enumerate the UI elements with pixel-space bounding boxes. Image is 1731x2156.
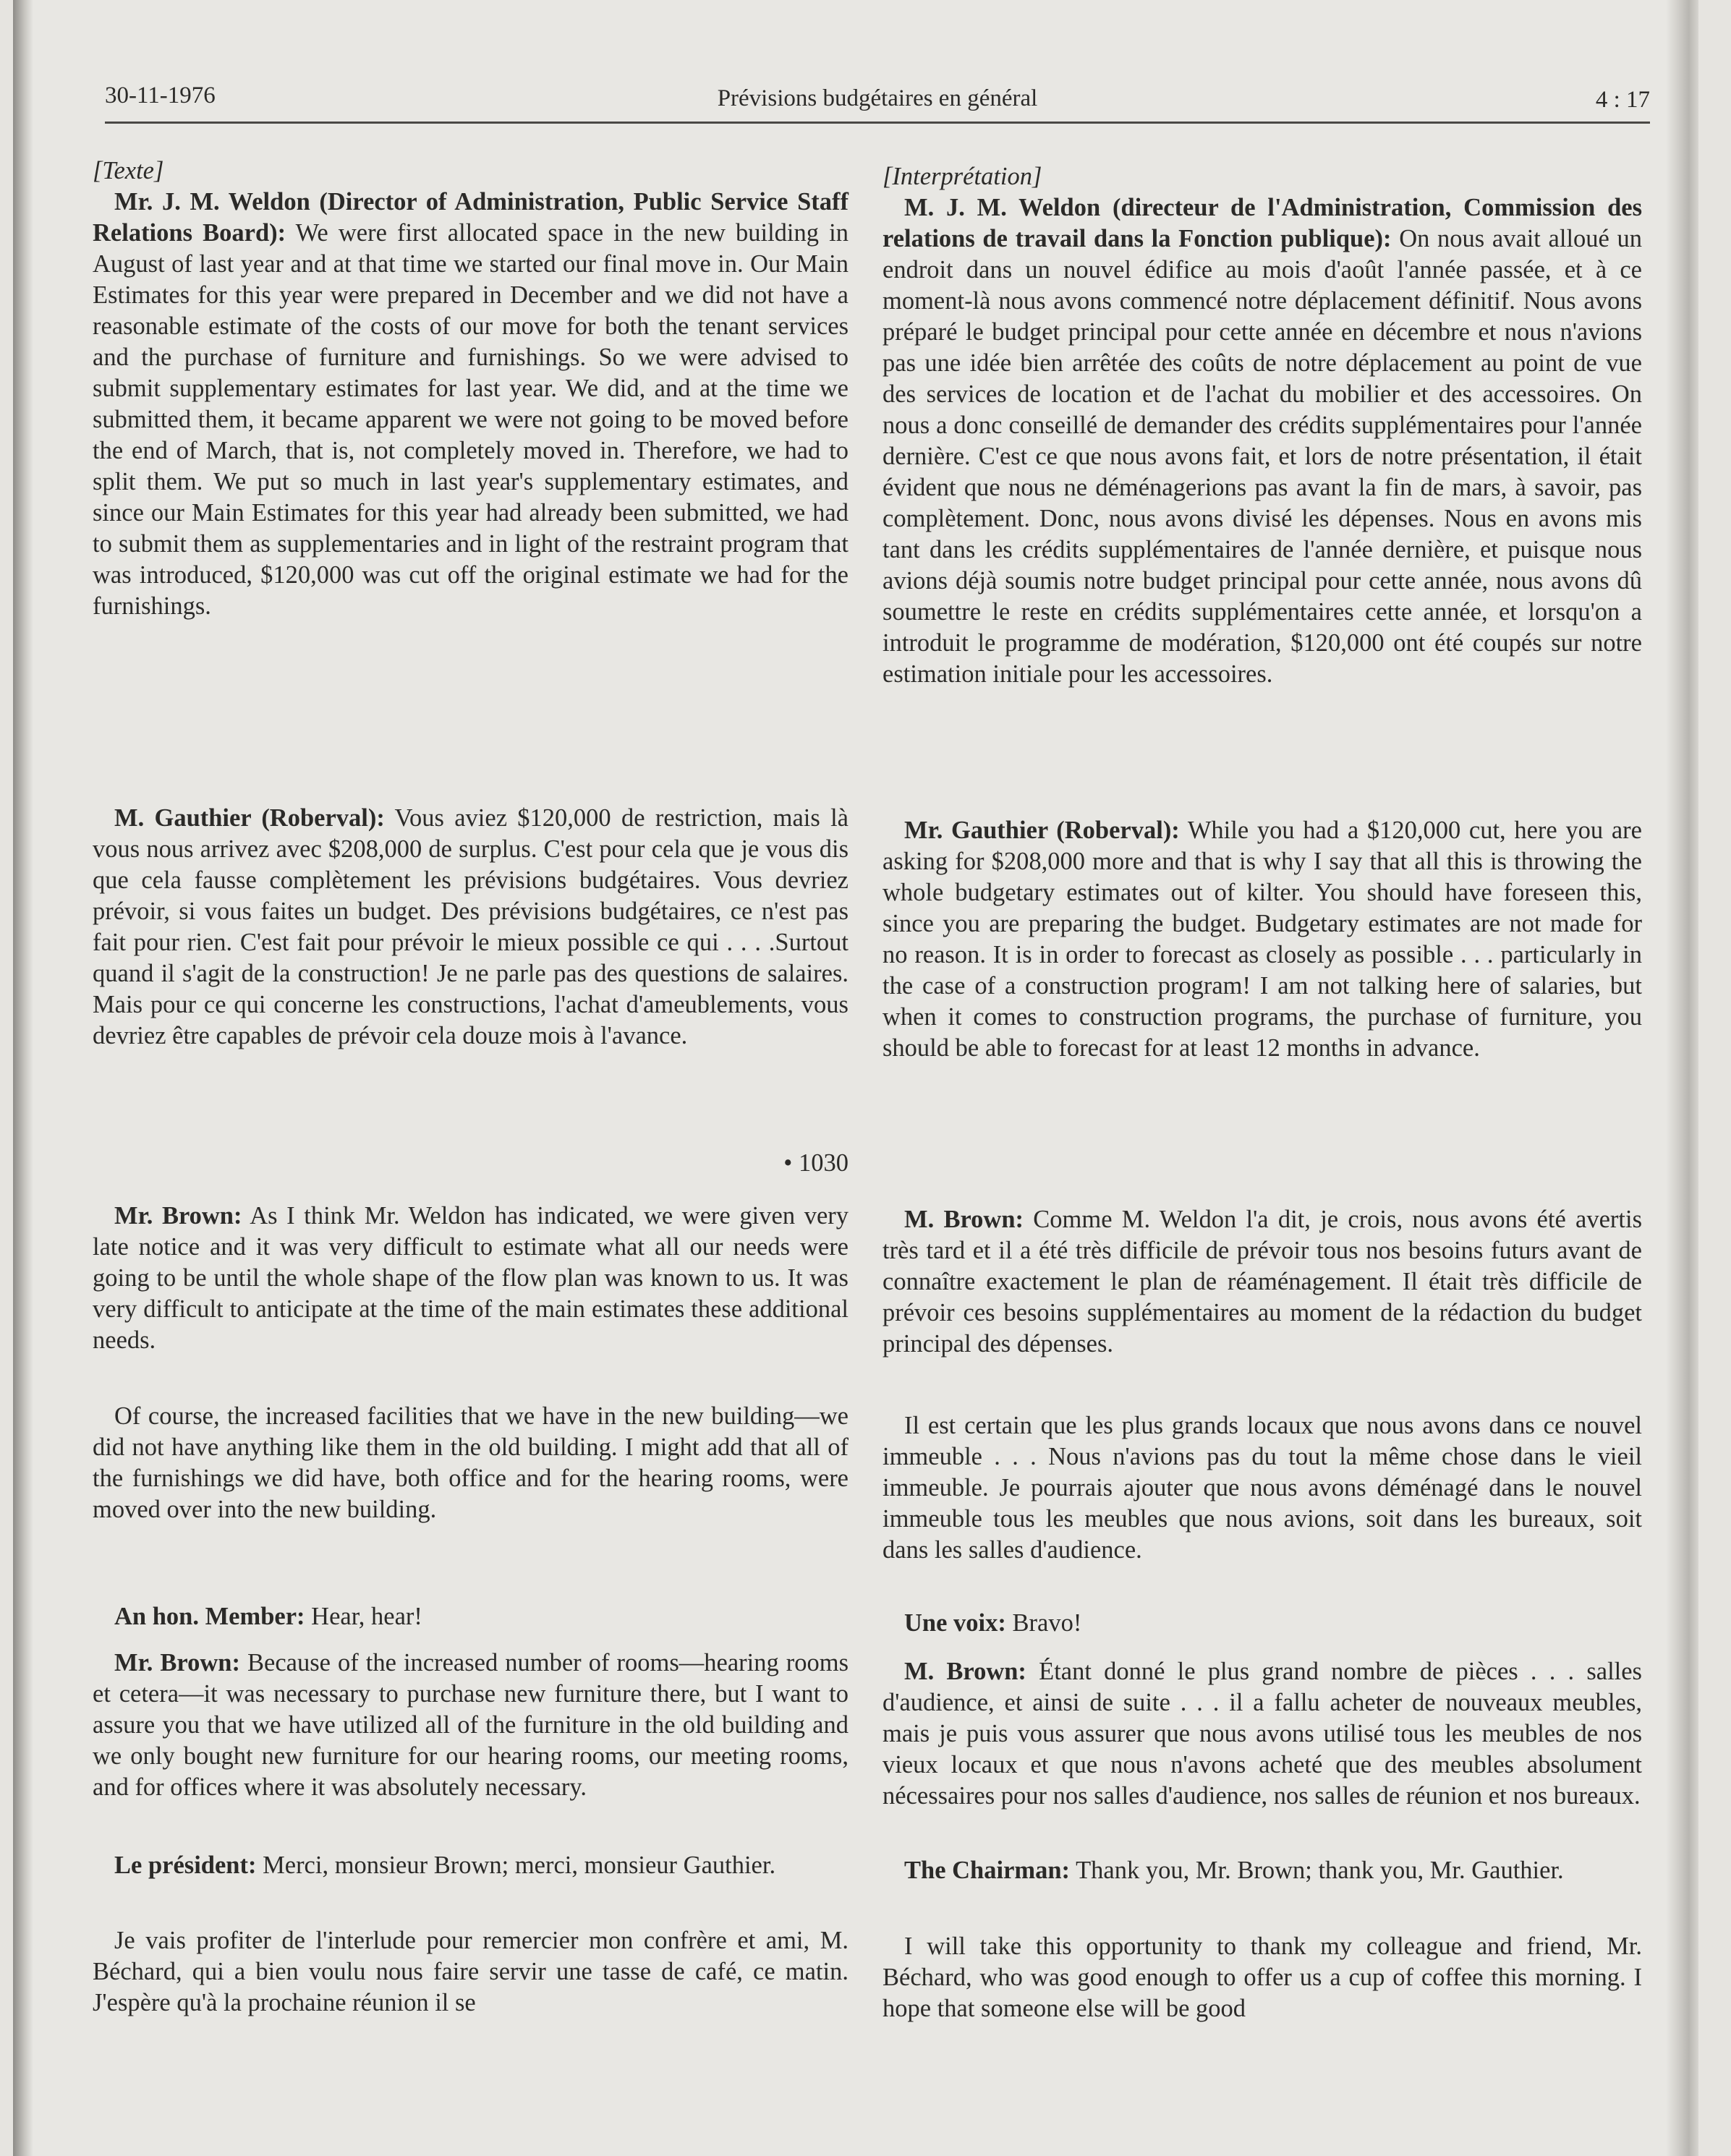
page-edge: [1666, 0, 1698, 2156]
time-marker: [93, 1148, 849, 1179]
speech-text: We were first allocated space in the new building in August of last year and at that time we started our final move in. Our Main Estimates for this year were prepared in December and we did not have a reasonable estimate of the costs of our move for both the tenant services and the purchase of furniture and furnishings. So we were advised to submit supplementary estimates for last year. We did, and at the time we submitted them, it became apparent we were not going to be moved before the end of March, that is, not completely moved in. Therefore, we had to split them. We put so much in last year's supplementary estimates, and since our Main Estimates for this year had already been submitted, we had to submit them as supplementaries and in light of the restraint program that was introduced, $120,000 was cut off the original estimate we had for the furnishings.: [93, 219, 849, 620]
page-number: 4 : 17: [1595, 87, 1650, 113]
speech-text: Vous aviez $120,000 de restriction, mais là vous nous arrivez avec $208,000 de surplus. C'est pour cela que je vous dis que cela fausse complètement les prévisions budgétaires. Vous devriez prévoir, si vous faites un budget. Des prévisions budgétaires, ce n'est pas fait pour rien. C'est fait pour prévoir le mieux possible ce qui . . . .Surtout quand il s'agit de la construction! Je ne parle pas des questions de salaires. Mais pour ce qui concerne les constructions, l'achat d'ameublements, vous devriez être capables de prévoir cela douze mois à l'avance.: [93, 804, 849, 1049]
speech-text: Comme M. Weldon l'a dit, je crois, nous avons été avertis très tard et il a été très difficile de prévoir tous nos besoins futurs avant de connaître exactement le plan de réaménagement. Il était très difficile de prévoir ces besoins supplémentaires au moment de la rédaction du budget principal des dépenses.: [882, 1206, 1643, 1358]
speaker-label: M. J. M. Weldon (directeur de l'Administration, Commission des relations de travail dans la Fonction publique):: [882, 194, 1642, 252]
speaker-label: Mr. Gauthier (Roberval):: [904, 817, 1180, 844]
speech-text: Of course, the increased facilities that we have in the new building—we did not have anything like them in the old building. I might add that all of the furnishings we did have, both office and for the hearing rooms, were moved over into the new building.: [93, 1402, 849, 1523]
time-marker-text: • 1030: [783, 1149, 849, 1177]
brown-statement-2: [93, 1648, 849, 1803]
section-tag: [Texte]: [93, 157, 164, 184]
binding-shadow: [13, 0, 33, 2156]
chairman-statement: [882, 1855, 1642, 1886]
brown-statement-1: [93, 1201, 849, 1356]
brown-statement-1-continued: [93, 1401, 849, 1525]
speaker-label: Le président:: [114, 1852, 257, 1879]
section-tag: [Interprétation]: [882, 163, 1042, 190]
weldon-statement: [93, 155, 849, 622]
speech-text: Il est certain que les plus grands locaux que nous avons dans ce nouvel immeuble . . . Nous n'avions pas du tout la même chose dans le vieil immeuble. Je pourrais ajouter que nous avons déménagé dans le nouvel immeuble tous les meubles que nous avions, soit dans les bureaux, soit dans les salles d'audience.: [882, 1412, 1642, 1564]
speech-text: Bravo!: [1005, 1609, 1082, 1637]
running-header: [105, 78, 1650, 124]
page: [13, 0, 1698, 2156]
speaker-label: Mr. Brown:: [114, 1649, 240, 1676]
speech-text: Because of the increased number of rooms—hearing rooms et cetera—it was necessary to purchase new furniture there, but I want to assure you that we have utilized all of the furniture in the old building and we only bought new furniture for our hearing rooms, our meeting rooms, and for offices where it was absolutely necessary.: [93, 1649, 849, 1801]
speech-text: I will take this opportunity to thank my colleague and friend, Mr. Béchard, who was good enough to offer us a cup of coffee this morning. I hope that someone else will be good: [882, 1933, 1642, 2022]
speaker-label: M. Brown:: [904, 1658, 1026, 1685]
speaker-label: Mr. J. M. Weldon (Director of Administration, Public Service Staff Relations Board):: [93, 188, 849, 247]
speaker-label: Une voix:: [904, 1609, 1006, 1637]
weldon-statement: [882, 161, 1642, 690]
speech-text: Merci, monsieur Brown; merci, monsieur Gauthier.: [256, 1852, 776, 1879]
speech-text: While you had a $120,000 cut, here you are asking for $208,000 more and that is why I say that all this is throwing the whole budgetary estimates out of kilter. You should have foreseen this, since you are preparing the budget. Budgetary estimates are not made for no reason. It is in order to forecast as closely as possible . . . particularly in the case of a construction program! I am not talking here of salaries, but when it comes to construction programs, the purchase of furniture, you should be able to forecast for at least 12 months in advance.: [882, 817, 1642, 1062]
brown-statement-1-continued: [882, 1410, 1642, 1566]
brown-statement-2: [882, 1656, 1642, 1812]
speech-text: Étant donné le plus grand nombre de pièces . . . salles d'audience, et ainsi de suite . . . il a fallu acheter de nouveaux meubles, mais je puis vous assurer que nous avons utilisé tous les meubles de nos vieux locaux et que nous n'avons acheté que des meubles absolument nécessaires pour nos salles d'audience, nos salles de réunion et nos bureaux.: [882, 1658, 1642, 1810]
president-statement: [93, 1850, 849, 1881]
member-interjection: [93, 1601, 849, 1632]
speaker-label: An hon. Member:: [114, 1603, 305, 1630]
brown-statement-1: [882, 1204, 1642, 1360]
speech-text: On nous avait alloué un endroit dans un nouvel édifice au mois d'août l'année passée, et à ce moment-là nous avons commencé notre déplacement définitif. Nous avons préparé le budget principal pour cette année en décembre et nous n'avions pas une idée bien arrêtée des coûts de notre déplacement au point de vue des services de location et de l'achat du mobilier et des accessoires. On nous a donc conseillé de demander des crédits supplémentaires pour l'année dernière. C'est ce que nous avons fait, et lors de notre présentation, il était évident que nous ne déménagerions pas avant la fin de mars, à savoir, pas complètement. Donc, nous avons divisé les dépenses. Nous en avons mis tant dans les crédits supplémentaires de l'année dernière, et puisque nous avions déjà soumis notre budget principal pour cette année, nous avons dû soumettre le reste en crédits supplémentaires cette année, et lorsqu'on a introduit le programme de modération, $120,000 ont été coupés sur notre estimation initiale pour les accessoires.: [882, 225, 1642, 688]
speech-text: Je vais profiter de l'interlude pour remercier mon confrère et ami, M. Béchard, qui a bien voulu nous faire servir une tasse de café, ce matin. J'espère qu'à la prochaine réunion il se: [93, 1927, 849, 2016]
speaker-label: M. Gauthier (Roberval):: [114, 804, 385, 832]
speech-text: Thank you, Mr. Brown; thank you, Mr. Gauthier.: [1070, 1857, 1564, 1884]
gauthier-statement: [882, 815, 1642, 1064]
speaker-label: Mr. Brown:: [114, 1202, 242, 1230]
header-date: 30-11-1976: [105, 82, 216, 108]
voice-interjection: [882, 1608, 1642, 1639]
speaker-label: The Chairman:: [904, 1857, 1071, 1884]
gauthier-statement: [93, 803, 849, 1052]
chairman-statement-continued: [882, 1931, 1642, 2024]
president-statement-continued: [93, 1925, 849, 2019]
speech-text: Hear, hear!: [305, 1603, 422, 1630]
speaker-label: M. Brown:: [904, 1206, 1024, 1233]
speech-text: As I think Mr. Weldon has indicated, we were given very late notice and it was very difficult to estimate what all our needs were going to be until the whole shape of the flow plan was known to us. It was very difficult to anticipate at the time of the main estimates these additional needs.: [93, 1202, 849, 1354]
header-title: Prévisions budgétaires en général: [717, 85, 1038, 111]
